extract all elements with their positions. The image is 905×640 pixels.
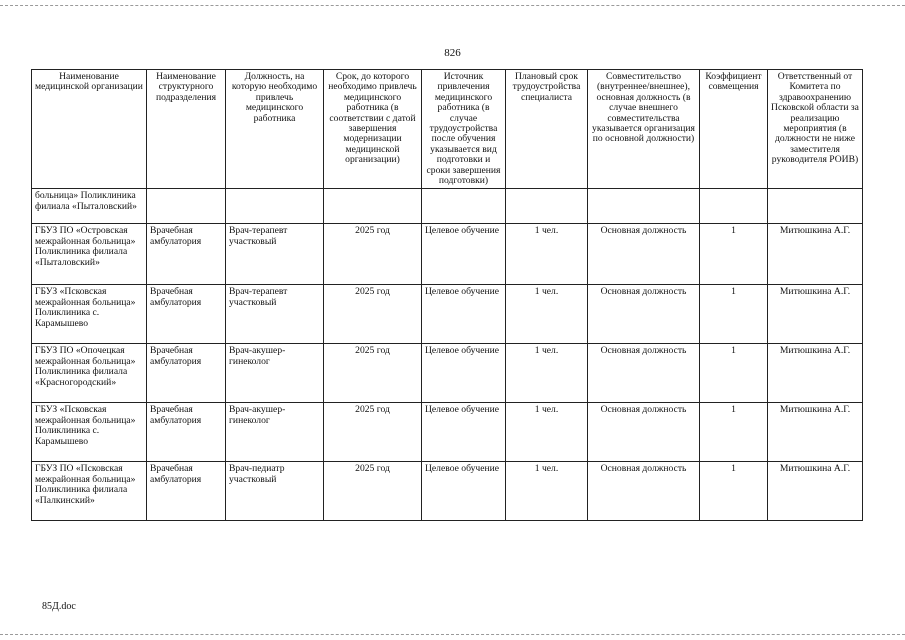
cell-deadline: 2025 год — [324, 462, 422, 521]
cell-planned: 1 чел. — [506, 224, 588, 285]
table-row — [32, 403, 863, 462]
cell-org: больница» Поликлиника филиала «Пыталовский» — [32, 189, 147, 224]
header-deadline: Срок, до которого необходимо привлечь медицинского работника (в соответствии с датой завершения модернизации медицинской организации) — [324, 70, 422, 189]
cell-source — [422, 189, 506, 224]
header-source: Источник привлечения медицинского работника (в случае трудоустройства после обучения указывается вид подготовки и сроки завершения подготовки) — [422, 70, 506, 189]
cell-responsible: Митюшкина А.Г. — [768, 224, 863, 285]
cell-coefficient: 1 — [700, 462, 768, 521]
header-coefficient: Коэффициент совмещения — [700, 70, 768, 189]
cell-source: Целевое обучение — [422, 224, 506, 285]
cell-position — [226, 189, 324, 224]
cell-unit: Врачебная амбулатория — [147, 403, 226, 462]
cell-unit: Врачебная амбулатория — [147, 224, 226, 285]
cell-planned — [506, 189, 588, 224]
header-unit: Наименование структурного подразделения — [147, 70, 226, 189]
cell-position: Врач-педиатр участковый — [226, 462, 324, 521]
scan-edge-bottom — [0, 634, 905, 635]
cell-responsible: Митюшкина А.Г. — [768, 344, 863, 403]
cell-combination: Основная должность — [588, 403, 700, 462]
cell-org: ГБУЗ «Псковская межрайонная больница» Поликлиника с. Карамышево — [32, 403, 147, 462]
table-row — [32, 224, 863, 285]
page-number: 826 — [444, 47, 461, 59]
cell-planned: 1 чел. — [506, 285, 588, 344]
cell-deadline — [324, 189, 422, 224]
cell-unit — [147, 189, 226, 224]
cell-org: ГБУЗ ПО «Опочецкая межрайонная больница» Поликлиника филиала «Красногородский» — [32, 344, 147, 403]
cell-unit: Врачебная амбулатория — [147, 344, 226, 403]
cell-responsible — [768, 189, 863, 224]
cell-source: Целевое обучение — [422, 344, 506, 403]
header-org: Наименование медицинской организации — [32, 70, 147, 189]
cell-org: ГБУЗ ПО «Псковская межрайонная больница» Поликлиника филиала «Палкинский» — [32, 462, 147, 521]
cell-source: Целевое обучение — [422, 403, 506, 462]
cell-combination: Основная должность — [588, 462, 700, 521]
cell-position: Врач-терапевт участковый — [226, 224, 324, 285]
cell-coefficient: 1 — [700, 403, 768, 462]
cell-responsible: Митюшкина А.Г. — [768, 462, 863, 521]
cell-planned: 1 чел. — [506, 403, 588, 462]
header-position: Должность, на которую необходимо привлечь медицинского работника — [226, 70, 324, 189]
cell-unit: Врачебная амбулатория — [147, 285, 226, 344]
cell-org: ГБУЗ ПО «Островская межрайонная больница» Поликлиника филиала «Пыталовский» — [32, 224, 147, 285]
cell-responsible: Митюшкина А.Г. — [768, 403, 863, 462]
cell-coefficient: 1 — [700, 344, 768, 403]
cell-planned: 1 чел. — [506, 344, 588, 403]
header-planned: Плановый срок трудоустройства специалиста — [506, 70, 588, 189]
cell-unit: Врачебная амбулатория — [147, 462, 226, 521]
cell-position: Врач-акушер-гинеколог — [226, 403, 324, 462]
cell-source: Целевое обучение — [422, 462, 506, 521]
cell-position: Врач-акушер-гинеколог — [226, 344, 324, 403]
cell-combination — [588, 189, 700, 224]
cell-position: Врач-терапевт участковый — [226, 285, 324, 344]
cell-planned: 1 чел. — [506, 462, 588, 521]
header-responsible: Ответственный от Комитета по здравоохранению Псковской области за реализацию мероприятия (в должности не ниже заместителя руководителя РОИВ) — [768, 70, 863, 189]
scan-edge-top — [0, 5, 905, 6]
table-row — [32, 462, 863, 521]
cell-combination: Основная должность — [588, 344, 700, 403]
header-combination: Совместительство (внутреннее/внешнее), основная должность (в случае внешнего совместительства указывается организация по основной должности) — [588, 70, 700, 189]
cell-deadline: 2025 год — [324, 285, 422, 344]
cell-deadline: 2025 год — [324, 344, 422, 403]
table-row — [32, 285, 863, 344]
cell-combination: Основная должность — [588, 224, 700, 285]
cell-coefficient: 1 — [700, 224, 768, 285]
cell-responsible: Митюшкина А.Г. — [768, 285, 863, 344]
cell-deadline: 2025 год — [324, 403, 422, 462]
cell-coefficient — [700, 189, 768, 224]
staffing-table — [31, 69, 863, 521]
header-row — [32, 70, 863, 189]
cell-deadline: 2025 год — [324, 224, 422, 285]
table-row-continuation — [32, 189, 863, 224]
footer-filename: 85Д.doc — [42, 601, 76, 612]
cell-combination: Основная должность — [588, 285, 700, 344]
cell-coefficient: 1 — [700, 285, 768, 344]
table-row — [32, 344, 863, 403]
cell-org: ГБУЗ «Псковская межрайонная больница» Поликлиника с. Карамышево — [32, 285, 147, 344]
cell-source: Целевое обучение — [422, 285, 506, 344]
